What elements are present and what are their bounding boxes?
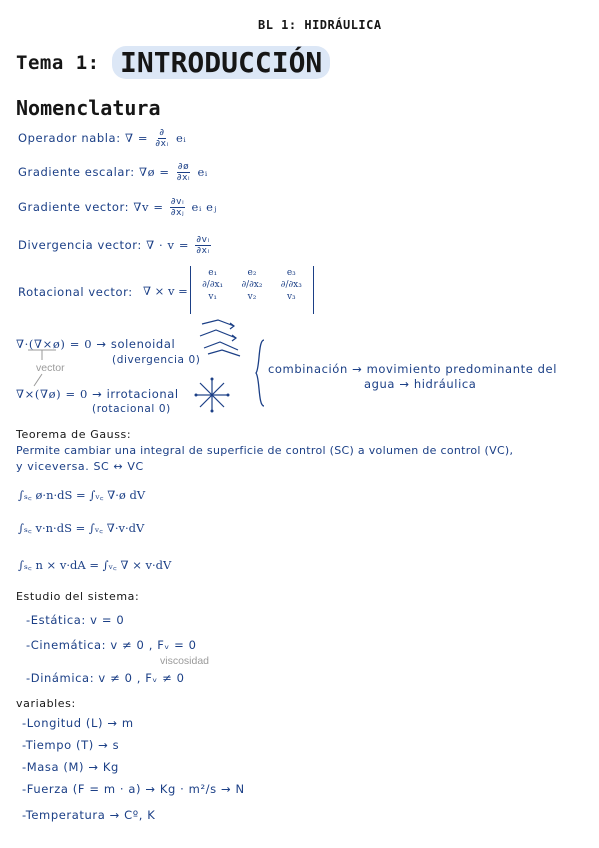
solenoidal-note: (divergencia 0) bbox=[112, 354, 201, 366]
grad-vector-row bbox=[18, 197, 217, 218]
nabla-tail: eᵢ bbox=[176, 131, 187, 145]
grad-escalar-row bbox=[18, 162, 208, 183]
solenoidal-flow-icon bbox=[196, 316, 244, 358]
grad-vector-lhs: ∇v = bbox=[133, 200, 164, 214]
grad-escalar-lhs: ∇ø = bbox=[138, 165, 170, 179]
nomenclatura-heading: Nomenclatura bbox=[16, 96, 161, 120]
viscosidad-note: viscosidad bbox=[160, 655, 210, 667]
det-cell: ∂/∂x₂ bbox=[241, 280, 263, 290]
arrow-icon: → bbox=[96, 337, 107, 351]
estudio-cinematica: -Cinemática: v ≠ 0 , Fᵥ = 0 bbox=[26, 638, 197, 652]
page-header: BL 1: HIDRÁULICA bbox=[258, 18, 382, 32]
det-cell: v₃ bbox=[286, 292, 296, 302]
rotacional-determinant bbox=[190, 266, 314, 314]
nabla-lhs: ∇ = bbox=[124, 131, 149, 145]
det-cell: e₂ bbox=[247, 268, 257, 278]
irrotacional-note: (rotacional 0) bbox=[92, 403, 171, 415]
irrotacional-source-icon bbox=[192, 376, 232, 414]
nabla-row bbox=[18, 128, 186, 149]
divergencia-label: Divergencia vector: bbox=[18, 238, 142, 252]
divergencia-fraction: $\frac{\text{∂vᵢ}}{\text{∂xᵢ}}$ bbox=[196, 235, 210, 256]
det-cell: e₁ bbox=[208, 268, 218, 278]
nabla-label: Operador nabla: bbox=[18, 131, 121, 145]
curly-brace-icon bbox=[254, 338, 268, 408]
divergencia-row bbox=[18, 235, 213, 256]
rotacional-lhs: ∇ × v = bbox=[143, 284, 188, 298]
vector-note: vector bbox=[36, 362, 65, 374]
variables-heading: variables: bbox=[16, 697, 76, 710]
solenoidal-formula: ∇·(∇×ø) = 0 bbox=[16, 337, 93, 351]
divergencia-lhs: ∇ · v = bbox=[146, 238, 190, 252]
grad-escalar-fraction: $\frac{\partial ø}{\text{∂xᵢ}}$ bbox=[176, 162, 191, 183]
variables-item: -Fuerza (F = m · a) → Kg · m²/s → N bbox=[22, 782, 245, 796]
grad-escalar-tail: eᵢ bbox=[197, 165, 208, 179]
variables-item: -Longitud (L) → m bbox=[22, 716, 134, 730]
gauss-text-line1: Permite cambiar una integral de superficie de control (SC) a volumen de control (VC), bbox=[16, 444, 514, 457]
grad-vector-tail: eᵢ eⱼ bbox=[191, 200, 218, 214]
gauss-heading: Teorema de Gauss: bbox=[16, 428, 132, 441]
rotacional-label: Rotacional vector: bbox=[18, 285, 133, 299]
tema-title-text: INTRODUCCIÓN bbox=[112, 46, 330, 79]
grad-vector-label: Gradiente vector: bbox=[18, 200, 130, 214]
estudio-heading: Estudio del sistema: bbox=[16, 590, 140, 603]
gauss-text-line2: y viceversa. SC ↔ VC bbox=[16, 460, 144, 473]
variables-item: -Masa (M) → Kg bbox=[22, 760, 119, 774]
estudio-estatica: -Estática: v = 0 bbox=[26, 613, 125, 627]
variables-item: -Tiempo (T) → s bbox=[22, 738, 120, 752]
variables-item: -Temperatura → Cº, K bbox=[22, 808, 156, 822]
det-cell: v₁ bbox=[208, 292, 218, 302]
gauss-equation-2: ∫ₛ꜀ v·n·dS = ∫ᵥ꜀ ∇·v·dV bbox=[18, 521, 145, 535]
tema-label: Tema 1: bbox=[16, 52, 100, 74]
combinacion-line2: agua → hidráulica bbox=[364, 377, 477, 391]
irrotacional-result: irrotacional bbox=[106, 387, 179, 401]
irrotacional-row bbox=[16, 387, 179, 401]
grad-escalar-label: Gradiente escalar: bbox=[18, 165, 135, 179]
det-cell: ∂/∂x₁ bbox=[202, 280, 224, 290]
det-cell: v₂ bbox=[247, 292, 257, 302]
nabla-fraction: $\frac{\partial}{\text{∂xᵢ}}$ bbox=[155, 128, 169, 149]
solenoidal-result: solenoidal bbox=[110, 337, 176, 351]
grad-vector-fraction: $\frac{\text{∂vᵢ}}{\text{∂xⱼ}}$ bbox=[170, 197, 185, 218]
tema-title bbox=[112, 46, 330, 79]
irrotacional-formula: ∇×(∇ø) = 0 bbox=[16, 387, 88, 401]
det-cell: e₃ bbox=[286, 268, 296, 278]
gauss-equation-3: ∫ₛ꜀ n × v·dA = ∫ᵥ꜀ ∇ × v·dV bbox=[18, 558, 172, 572]
arrow-icon: → bbox=[92, 387, 103, 401]
combinacion-line1: combinación → movimiento predominante del bbox=[268, 362, 557, 376]
gauss-equation-1: ∫ₛ꜀ ø·n·dS = ∫ᵥ꜀ ∇·ø dV bbox=[18, 488, 146, 502]
estudio-dinamica: -Dinámica: v ≠ 0 , Fᵥ ≠ 0 bbox=[26, 671, 185, 685]
det-cell: ∂/∂x₃ bbox=[280, 280, 302, 290]
